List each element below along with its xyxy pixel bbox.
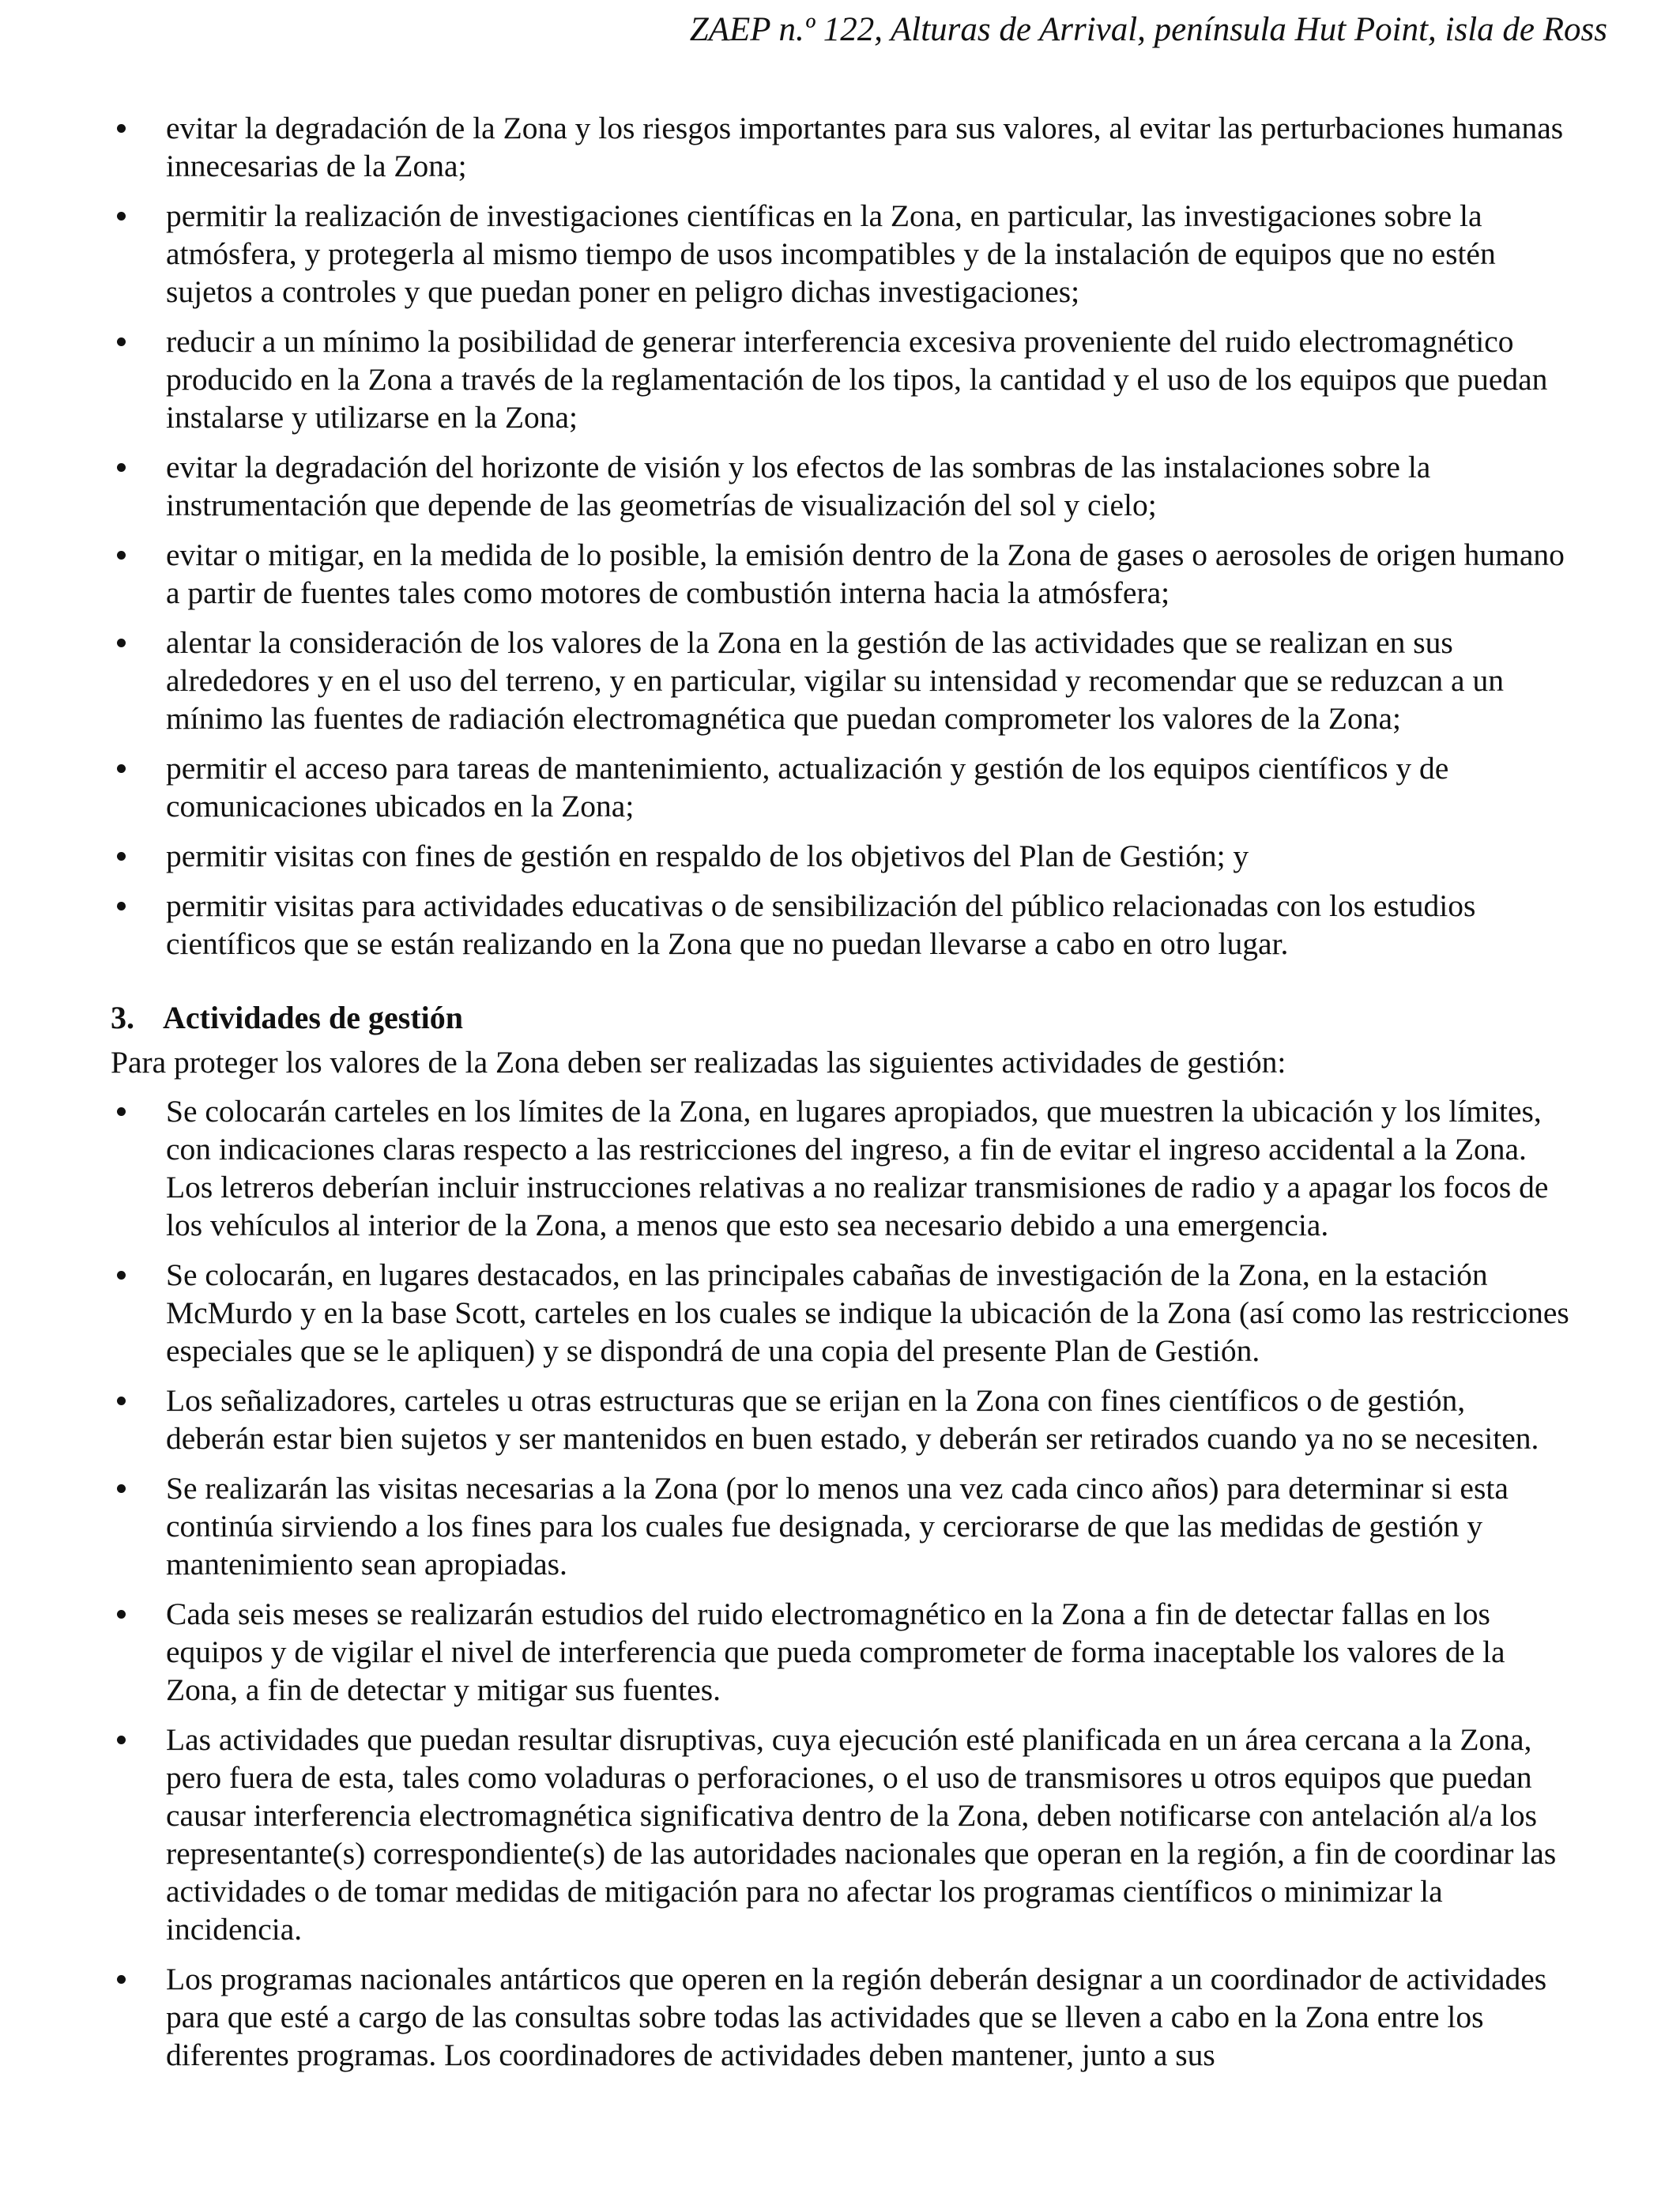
- list-item-text: Se realizarán las visitas necesarias a la Zona (por lo menos una vez cada cinco años) para determinar si esta continúa sirviendo a los fines para los cuales fue designada, y cerciorarse de que las medidas de gestión y mantenimiento sean apropiadas.: [166, 1471, 1509, 1581]
- list-item-text: Cada seis meses se realizarán estudios del ruido electromagnético en la Zona a fin de detectar fallas en los equipos y de vigilar el nivel de interferencia que pueda comprometer de forma inaceptable los valores de la Zona, a fin de detectar y mitigar sus fuentes.: [166, 1596, 1505, 1707]
- bullet-icon: [117, 764, 126, 773]
- list-item-text: evitar la degradación de la Zona y los riesgos importantes para sus valores, al evitar las perturbaciones humanas innecesarias de la Zona;: [166, 111, 1564, 183]
- list-item: [111, 624, 1571, 737]
- list-item: [111, 1092, 1571, 1244]
- objectives-list: [111, 109, 1571, 963]
- section-number: 3.: [111, 1000, 134, 1035]
- list-item: [111, 448, 1571, 524]
- bullet-icon: [117, 1610, 126, 1619]
- list-item: [111, 536, 1571, 612]
- bullet-icon: [117, 639, 126, 647]
- list-item: [111, 109, 1571, 185]
- list-item-text: permitir visitas con fines de gestión en respaldo de los objetivos del Plan de Gestión; y: [166, 839, 1249, 873]
- list-item-text: Las actividades que puedan resultar disruptivas, cuya ejecución esté planificada en un área cercana a la Zona, pero fuera de esta, tales como voladuras o perforaciones, o el uso de transmisores u otros equipos que puedan causar interferencia electromagnética significativa dentro de la Zona, deben notificarse con antelación al/a los representante(s) correspondiente(s) de las autoridades nacionales que operan en la región, a fin de coordinar las actividades o de tomar medidas de mitigación para no afectar los programas científicos o minimizar la incidencia.: [166, 1722, 1557, 1947]
- list-item-text: Los programas nacionales antárticos que operen en la región deberán designar a un coordinador de actividades para que esté a cargo de las consultas sobre todas las actividades que se lleven a cabo en la Zona entre los diferentes programas. Los coordinadores de actividades deben mantener, junto a sus: [166, 1962, 1547, 2072]
- list-item: [111, 749, 1571, 825]
- list-item-text: Se colocarán, en lugares destacados, en las principales cabañas de investigación de la Zona, en la estación McMurdo y en la base Scott, carteles en los cuales se indique la ubicación de la Zona (así como las restricciones especiales que se le apliquen) y se dispondrá de una copia del presente Plan de Gestión.: [166, 1257, 1569, 1368]
- list-item: [111, 1595, 1571, 1709]
- list-item-text: evitar o mitigar, en la medida de lo posible, la emisión dentro de la Zona de gases o aerosoles de origen humano a partir de fuentes tales como motores de combustión interna hacia la atmósfera;: [166, 537, 1565, 610]
- bullet-icon: [117, 551, 126, 560]
- bullet-icon: [117, 1271, 126, 1280]
- bullet-icon: [117, 1975, 126, 1984]
- bullet-icon: [117, 1736, 126, 1744]
- bullet-icon: [117, 902, 126, 910]
- page-body: [111, 109, 1571, 2086]
- list-item: [111, 322, 1571, 436]
- list-item-text: Los señalizadores, carteles u otras estructuras que se erijan en la Zona con fines científicos o de gestión, deberán estar bien sujetos y ser mantenidos en buen estado, y deberán ser retirados cuando ya no se necesiten.: [166, 1383, 1539, 1456]
- list-item-text: permitir el acceso para tareas de mantenimiento, actualización y gestión de los equipos científicos y de comunicaciones ubicados en la Zona;: [166, 751, 1449, 824]
- bullet-icon: [117, 1397, 126, 1405]
- section-heading: [111, 999, 1571, 1037]
- list-item: [111, 1469, 1571, 1583]
- list-item: [111, 1721, 1571, 1948]
- list-item: [111, 887, 1571, 963]
- list-item: [111, 1960, 1571, 2074]
- bullet-icon: [117, 1107, 126, 1116]
- bullet-icon: [117, 337, 126, 346]
- list-item: [111, 197, 1571, 311]
- list-item-text: evitar la degradación del horizonte de visión y los efectos de las sombras de las instalaciones sobre la instrumentación que depende de las geometrías de visualización del sol y cielo;: [166, 450, 1431, 522]
- list-item: [111, 1256, 1571, 1370]
- list-item-text: permitir visitas para actividades educativas o de sensibilización del público relacionadas con los estudios científicos que se están realizando en la Zona que no puedan llevarse a cabo en otro lugar.: [166, 888, 1476, 961]
- list-item-text: alentar la consideración de los valores de la Zona en la gestión de las actividades que se realizan en sus alrededores y en el uso del terreno, y en particular, vigilar su intensidad y recomendar que se reduzcan a un mínimo las fuentes de radiación electromagnética que puedan comprometer los valores de la Zona;: [166, 625, 1504, 736]
- bullet-icon: [117, 852, 126, 861]
- list-item-text: Se colocarán carteles en los límites de la Zona, en lugares apropiados, que muestren la ubicación y los límites, con indicaciones claras respecto a las restricciones del ingreso, a fin de evitar el ingreso accidental a la Zona. Los letreros deberían incluir instrucciones relativas a no realizar transmisiones de radio y a apagar los focos de los vehículos al interior de la Zona, a menos que esto sea necesario debido a una emergencia.: [166, 1094, 1549, 1242]
- bullet-icon: [117, 212, 126, 221]
- bullet-icon: [117, 1484, 126, 1493]
- list-item: [111, 1382, 1571, 1457]
- list-item-text: reducir a un mínimo la posibilidad de generar interferencia excesiva proveniente del ruido electromagnético producido en la Zona a través de la reglamentación de los tipos, la cantidad y el uso de los equipos que puedan instalarse y utilizarse en la Zona;: [166, 324, 1548, 435]
- bullet-icon: [117, 124, 126, 133]
- list-item-text: permitir la realización de investigaciones científicas en la Zona, en particular, las investigaciones sobre la atmósfera, y protegerla al mismo tiempo de usos incompatibles y de la instalación de equipos que no estén sujetos a controles y que puedan poner en peligro dichas investigaciones;: [166, 198, 1496, 309]
- running-header: ZAEP n.º 122, Alturas de Arrival, península Hut Point, isla de Ross: [689, 11, 1607, 48]
- bullet-icon: [117, 463, 126, 472]
- activities-list: [111, 1092, 1571, 2074]
- section-intro: Para proteger los valores de la Zona deben ser realizadas las siguientes actividades de gestión:: [111, 1045, 1286, 1080]
- section-title: Actividades de gestión: [163, 1000, 463, 1035]
- list-item: [111, 837, 1571, 875]
